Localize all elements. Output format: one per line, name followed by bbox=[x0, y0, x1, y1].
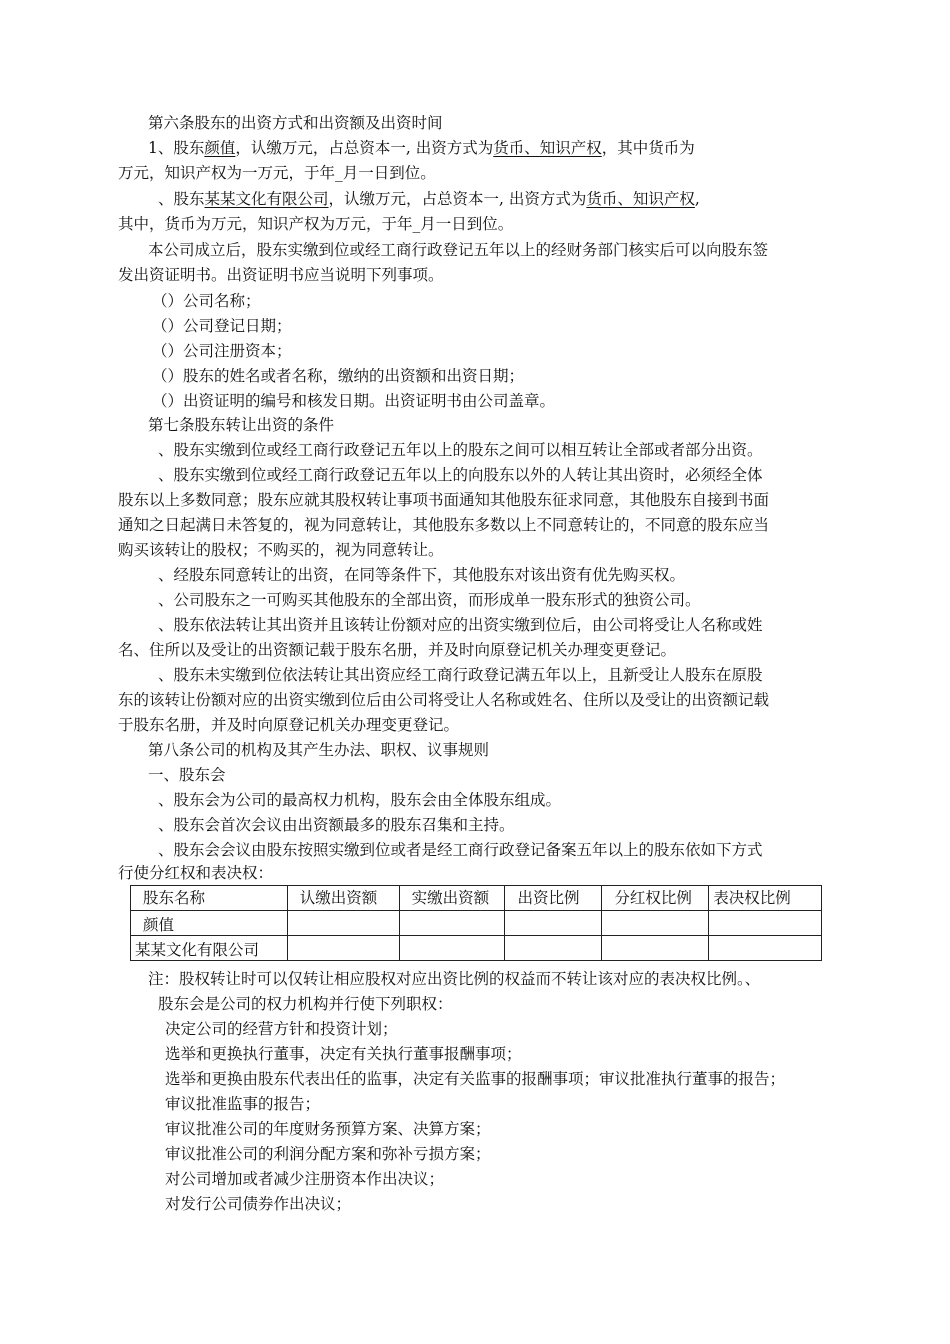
art8-clause-3-line-2: 行使分红权和表决权： bbox=[118, 864, 274, 882]
art8-clause-1: 、股东会为公司的最高权力机构，股东会由全体股东组成。 bbox=[158, 791, 562, 809]
table-header-cell: 表决权比例 bbox=[709, 886, 822, 911]
art6-p2-shareholder-name: 某某文化有限公司 bbox=[204, 190, 329, 208]
art6-p1-text-b: ，认缴万元，占总资本一, 出资方式为 bbox=[235, 139, 494, 157]
shareholder-table bbox=[130, 885, 822, 961]
art6-list-item: （）公司名称； bbox=[152, 292, 261, 310]
table-cell bbox=[709, 911, 822, 936]
table-cell: 某某文化有限公司 bbox=[131, 936, 288, 961]
art6-paragraph-3-line-1: 本公司成立后，股东实缴到位或经工商行政登记五年以上的经财务部门核实后可以向股东签 bbox=[148, 241, 769, 259]
art8-clause-3-line-1: 、股东会会议由股东按照实缴到位或者是经工商行政登记备案五年以上的股东依如下方式 bbox=[158, 841, 763, 859]
table-row bbox=[131, 936, 822, 961]
table-cell bbox=[602, 911, 709, 936]
art7-clause-4: 、公司股东之一可购买其他股东的全部出资，而形成单一股东形式的独资公司。 bbox=[158, 591, 701, 609]
table-cell: 颜值 bbox=[131, 911, 288, 936]
art7-clause-6-line-3: 于股东名册，并及时向原登记机关办理变更登记。 bbox=[118, 716, 460, 734]
art6-p1-shareholder-name: 颜值 bbox=[204, 139, 236, 157]
power-item: 审议批准监事的报告； bbox=[165, 1095, 321, 1113]
table-cell bbox=[399, 936, 505, 961]
table-header-cell: 实缴出资额 bbox=[399, 886, 505, 911]
table-row bbox=[131, 911, 822, 936]
art7-clause-5-line-2: 名、住所以及受让的出资额记载于股东名册，并及时向原登记机关办理变更登记。 bbox=[118, 641, 677, 659]
table-cell bbox=[505, 936, 602, 961]
power-item: 选举和更换执行董事，决定有关执行董事报酬事项； bbox=[165, 1045, 522, 1063]
power-item: 审议批准公司的利润分配方案和弥补亏损方案； bbox=[165, 1145, 491, 1163]
art6-list-item: （）公司登记日期； bbox=[152, 317, 292, 335]
power-item: 对发行公司债券作出决议； bbox=[165, 1195, 352, 1213]
art7-clause-2-line-2: 股东以上多数同意；股东应就其股权转让事项书面通知其他股东征求同意，其他股东自接到书面 bbox=[118, 491, 770, 509]
art6-p2-text-a: 、股东 bbox=[158, 190, 205, 208]
power-item: 对公司增加或者减少注册资本作出决议； bbox=[165, 1170, 445, 1188]
article-7-title: 第七条股东转让出资的条件 bbox=[148, 416, 335, 434]
art8-clause-2: 、股东会首次会议由出资额最多的股东召集和主持。 bbox=[158, 816, 515, 834]
art7-clause-6-line-2: 东的该转让份额对应的出资实缴到位后由公司将受让人名称或姓名、住所以及受让的出资额记载 bbox=[118, 691, 770, 709]
art6-p2-method: 货币、知识产权 bbox=[586, 190, 695, 208]
table-cell bbox=[709, 936, 822, 961]
art6-list-item: （）出资证明的编号和核发日期。出资证明书由公司盖章。 bbox=[152, 392, 556, 410]
art7-clause-1: 、股东实缴到位或经工商行政登记五年以上的股东之间可以相互转让全部或者部分出资。 bbox=[158, 441, 763, 459]
table-header-cell: 股东名称 bbox=[131, 886, 288, 911]
art6-p1-method: 货币、知识产权 bbox=[493, 139, 602, 157]
power-item: 决定公司的经营方针和投资计划； bbox=[165, 1020, 398, 1038]
art6-list-item: （）公司注册资本； bbox=[152, 342, 292, 360]
art7-clause-3: 、经股东同意转让的出资，在同等条件下，其他股东对该出资有优先购买权。 bbox=[158, 566, 686, 584]
table-note: 注：股权转让时可以仅转让相应股权对应出资比例的权益而不转让该对应的表决权比例。、 bbox=[148, 970, 761, 988]
art6-paragraph-1-line-1 bbox=[148, 137, 695, 159]
table-cell bbox=[287, 936, 399, 961]
art7-clause-2-line-4: 购买该转让的股权；不购买的，视为同意转让。 bbox=[118, 541, 444, 559]
art8-section-heading: 一、股东会 bbox=[148, 766, 226, 784]
powers-intro: 股东会是公司的权力机构并行使下列职权： bbox=[158, 995, 453, 1013]
art6-p2-text-c: , bbox=[694, 190, 700, 208]
table-cell bbox=[602, 936, 709, 961]
table-header-cell: 认缴出资额 bbox=[287, 886, 399, 911]
art7-clause-2-line-3: 通知之日起满日未答复的，视为同意转让，其他股东多数以上不同意转让的，不同意的股东应当 bbox=[118, 516, 770, 534]
table-header-row bbox=[131, 886, 822, 911]
art6-paragraph-2-line-2: 其中，货币为万元，知识产权为万元，于年_月一日到位。 bbox=[118, 215, 514, 233]
table-cell bbox=[505, 911, 602, 936]
table-header-cell: 分红权比例 bbox=[602, 886, 709, 911]
art6-list-item: （）股东的姓名或者名称，缴纳的出资额和出资日期； bbox=[152, 367, 525, 385]
power-item: 审议批准公司的年度财务预算方案、决算方案； bbox=[165, 1120, 491, 1138]
art6-paragraph-3-line-2: 发出资证明书。出资证明书应当说明下列事项。 bbox=[118, 266, 444, 284]
art7-clause-5-line-1: 、股东依法转让其出资并且该转让份额对应的出资实缴到位后，由公司将受让人名称或姓 bbox=[158, 616, 763, 634]
table-header-cell: 出资比例 bbox=[505, 886, 602, 911]
art6-paragraph-2-line-1 bbox=[158, 188, 700, 210]
table-cell bbox=[287, 911, 399, 936]
table-cell bbox=[399, 911, 505, 936]
art7-clause-6-line-1: 、股东未实缴到位依法转让其出资应经工商行政登记满五年以上，且新受让人股东在原股 bbox=[158, 666, 763, 684]
art6-p2-text-b: ，认缴万元，占总资本一, 出资方式为 bbox=[328, 190, 587, 208]
art6-p1-text-a: 1、股东 bbox=[148, 139, 205, 157]
article-6-title: 第六条股东的出资方式和出资额及出资时间 bbox=[148, 114, 443, 132]
power-item: 选举和更换由股东代表出任的监事，决定有关监事的报酬事项；审议批准执行董事的报告； bbox=[165, 1070, 786, 1088]
article-8-title: 第八条公司的机构及其产生办法、职权、议事规则 bbox=[148, 741, 490, 759]
art6-paragraph-1-line-2: 万元，知识产权为一万元，于年_月一日到位。 bbox=[118, 164, 436, 182]
art7-clause-2-line-1: 、股东实缴到位或经工商行政登记五年以上的向股东以外的人转让其出资时，必须经全体 bbox=[158, 466, 763, 484]
art6-p1-text-c: ，其中货币为 bbox=[601, 139, 695, 157]
